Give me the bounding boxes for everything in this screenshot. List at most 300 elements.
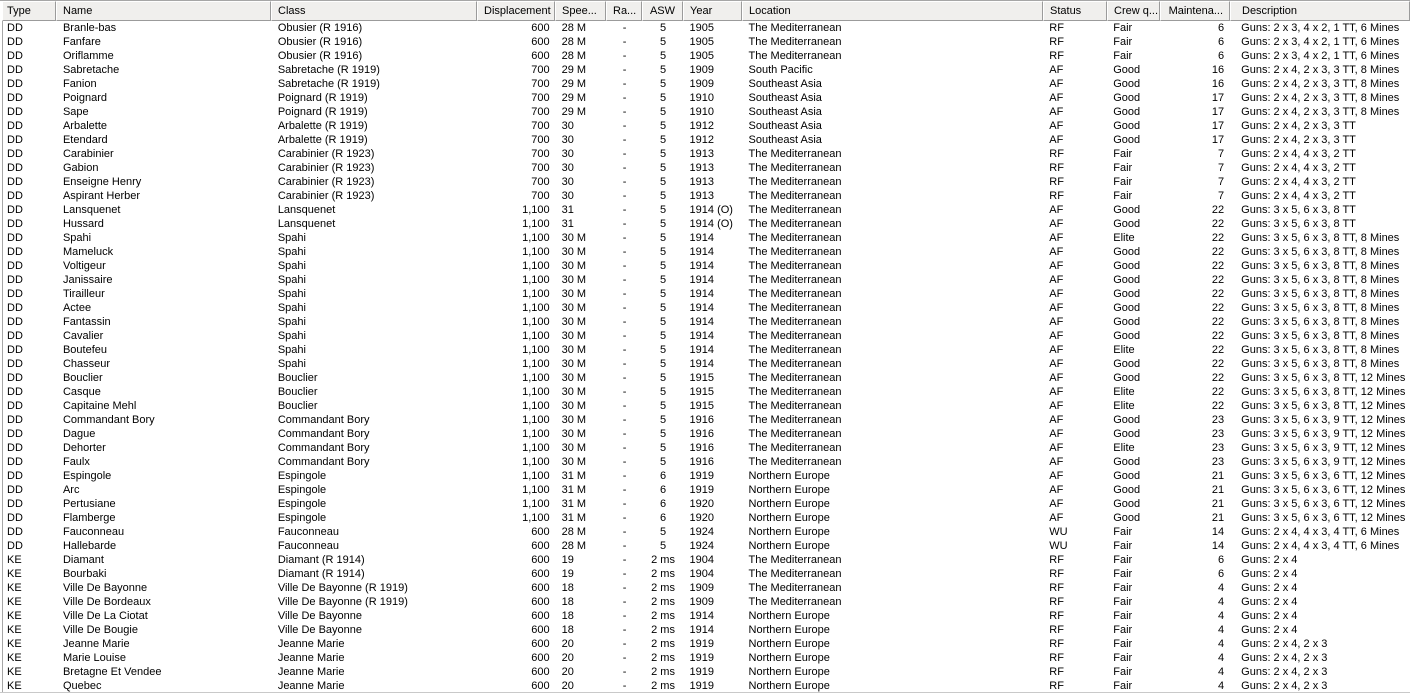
cell-location: The Mediterranean xyxy=(748,190,842,202)
cell-name: Carabinier xyxy=(62,148,114,160)
cell-class: Spahi xyxy=(277,302,306,314)
cell-crew: Good xyxy=(1113,330,1141,342)
cell-name: Gabion xyxy=(62,162,99,174)
cell-speed: 29 M xyxy=(561,64,587,76)
table-row[interactable] xyxy=(3,147,1410,161)
cell-location: Northern Europe xyxy=(748,526,830,538)
cell-description: Guns: 2 x 4, 2 x 3, 3 TT, 8 Mines xyxy=(1241,78,1400,90)
cell-status: AF xyxy=(1049,372,1064,384)
cell-maintenance: 17 xyxy=(1211,92,1225,104)
table-row[interactable] xyxy=(3,637,1410,651)
table-row[interactable] xyxy=(3,651,1410,665)
table-row[interactable] xyxy=(3,483,1410,497)
cell-status: AF xyxy=(1049,134,1064,146)
cell-speed: 18 xyxy=(561,610,574,622)
table-row[interactable] xyxy=(3,21,1410,35)
table-row[interactable] xyxy=(3,217,1410,231)
cell-type: DD xyxy=(7,274,23,286)
cell-crew: Fair xyxy=(1113,666,1133,678)
cell-displacement: 600 xyxy=(531,596,550,608)
cell-type: DD xyxy=(7,218,23,230)
cell-speed: 20 xyxy=(561,638,574,650)
cell-name: Hussard xyxy=(62,218,104,230)
cell-class: Espingole xyxy=(277,470,327,482)
cell-displacement: 1,100 xyxy=(522,302,550,314)
cell-crew: Fair xyxy=(1113,582,1133,594)
cell-displacement: 1,100 xyxy=(522,498,550,510)
cell-type: DD xyxy=(7,330,23,342)
cell-range: - xyxy=(622,36,627,48)
cell-speed: 30 M xyxy=(561,358,587,370)
table-row[interactable] xyxy=(3,231,1410,245)
cell-year: 1904 xyxy=(689,554,715,566)
cell-type: DD xyxy=(7,428,23,440)
cell-name: Fauconneau xyxy=(62,526,125,538)
cell-asw: 2 ms xyxy=(651,638,675,650)
cell-displacement: 1,100 xyxy=(522,470,550,482)
table-row[interactable] xyxy=(3,413,1410,427)
cell-name: Actee xyxy=(62,302,92,314)
table-row[interactable] xyxy=(3,343,1410,357)
cell-description: Guns: 2 x 4 xyxy=(1241,596,1298,608)
table-row[interactable] xyxy=(3,679,1410,693)
cell-maintenance: 6 xyxy=(1218,568,1225,580)
cell-location: The Mediterranean xyxy=(748,358,842,370)
table-row[interactable] xyxy=(3,455,1410,469)
column-header-name[interactable]: Name xyxy=(56,1,271,21)
cell-maintenance: 22 xyxy=(1211,218,1225,230)
cell-range: - xyxy=(622,246,627,258)
table-row[interactable] xyxy=(3,189,1410,203)
table-row[interactable] xyxy=(3,105,1410,119)
table-row[interactable] xyxy=(3,329,1410,343)
cell-year: 1909 xyxy=(689,64,715,76)
cell-crew: Elite xyxy=(1113,442,1135,454)
cell-asw: 5 xyxy=(659,526,667,538)
cell-class: Bouclier xyxy=(277,400,318,412)
table-row[interactable] xyxy=(3,203,1410,217)
column-header-crew[interactable]: Crew q... xyxy=(1107,1,1160,21)
cell-status: AF xyxy=(1049,274,1064,286)
cell-location: The Mediterranean xyxy=(748,400,842,412)
table-row[interactable] xyxy=(3,427,1410,441)
cell-asw: 5 xyxy=(659,176,667,188)
cell-class: Espingole xyxy=(277,498,327,510)
cell-speed: 30 xyxy=(561,190,574,202)
cell-speed: 30 M xyxy=(561,414,587,426)
cell-class: Commandant Bory xyxy=(277,456,370,468)
cell-range: - xyxy=(622,498,627,510)
cell-displacement: 600 xyxy=(531,554,550,566)
cell-class: Commandant Bory xyxy=(277,428,370,440)
cell-displacement: 700 xyxy=(531,120,550,132)
cell-year: 1915 xyxy=(689,400,715,412)
cell-range: - xyxy=(622,302,627,314)
table-row[interactable] xyxy=(3,567,1410,581)
table-row[interactable] xyxy=(3,161,1410,175)
table-row[interactable] xyxy=(3,35,1410,49)
cell-year: 1919 xyxy=(689,484,715,496)
cell-class: Spahi xyxy=(277,358,306,370)
cell-class: Jeanne Marie xyxy=(277,638,345,650)
cell-location: The Mediterranean xyxy=(748,274,842,286)
cell-class: Obusier (R 1916) xyxy=(277,36,363,48)
cell-asw: 5 xyxy=(659,414,667,426)
cell-crew: Fair xyxy=(1113,596,1133,608)
cell-asw: 5 xyxy=(659,148,667,160)
cell-displacement: 600 xyxy=(531,568,550,580)
table-row[interactable] xyxy=(3,91,1410,105)
cell-year: 1919 xyxy=(689,680,715,692)
cell-maintenance: 4 xyxy=(1218,624,1225,636)
cell-displacement: 1,100 xyxy=(522,372,550,384)
cell-location: The Mediterranean xyxy=(748,442,842,454)
cell-year: 1915 xyxy=(689,386,715,398)
cell-crew: Good xyxy=(1113,260,1141,272)
column-header-class[interactable]: Class xyxy=(271,1,477,21)
cell-description: Guns: 2 x 4, 4 x 3, 2 TT xyxy=(1241,190,1356,202)
cell-name: Quebec xyxy=(62,680,102,692)
cell-crew: Good xyxy=(1113,92,1141,104)
cell-status: WU xyxy=(1049,540,1068,552)
cell-speed: 30 M xyxy=(561,372,587,384)
cell-status: AF xyxy=(1049,414,1064,426)
cell-maintenance: 21 xyxy=(1211,470,1225,482)
cell-maintenance: 23 xyxy=(1211,442,1225,454)
cell-maintenance: 22 xyxy=(1211,386,1225,398)
table-row[interactable] xyxy=(3,133,1410,147)
cell-asw: 6 xyxy=(659,470,667,482)
cell-name: Chasseur xyxy=(62,358,111,370)
cell-displacement: 1,100 xyxy=(522,204,550,216)
cell-range: - xyxy=(622,680,627,692)
table-row[interactable] xyxy=(3,273,1410,287)
cell-location: The Mediterranean xyxy=(748,246,842,258)
cell-description: Guns: 2 x 4, 2 x 3, 3 TT xyxy=(1241,120,1356,132)
cell-range: - xyxy=(622,134,627,146)
cell-class: Jeanne Marie xyxy=(277,680,345,692)
cell-description: Guns: 3 x 5, 6 x 3, 8 TT xyxy=(1241,218,1356,230)
column-header-speed[interactable]: Spee... xyxy=(555,1,606,21)
cell-crew: Fair xyxy=(1113,568,1133,580)
table-row[interactable] xyxy=(3,553,1410,567)
cell-displacement: 700 xyxy=(531,134,550,146)
cell-type: DD xyxy=(7,232,23,244)
table-row[interactable] xyxy=(3,497,1410,511)
cell-type: DD xyxy=(7,148,23,160)
cell-status: AF xyxy=(1049,512,1064,524)
cell-crew: Fair xyxy=(1113,526,1133,538)
table-row[interactable] xyxy=(3,357,1410,371)
table-row[interactable] xyxy=(3,315,1410,329)
cell-range: - xyxy=(622,428,627,440)
cell-crew: Fair xyxy=(1113,22,1133,34)
cell-year: 1920 xyxy=(689,498,715,510)
cell-crew: Elite xyxy=(1113,400,1135,412)
cell-asw: 5 xyxy=(659,358,667,370)
cell-asw: 2 ms xyxy=(651,666,675,678)
cell-crew: Good xyxy=(1113,470,1141,482)
cell-name: Boutefeu xyxy=(62,344,108,356)
cell-status: AF xyxy=(1049,204,1064,216)
table-row[interactable] xyxy=(3,119,1410,133)
cell-class: Espingole xyxy=(277,484,327,496)
cell-asw: 2 ms xyxy=(651,610,675,622)
cell-class: Obusier (R 1916) xyxy=(277,50,363,62)
cell-class: Sabretache (R 1919) xyxy=(277,78,380,90)
cell-asw: 5 xyxy=(659,456,667,468)
cell-class: Carabinier (R 1923) xyxy=(277,148,375,160)
cell-crew: Good xyxy=(1113,106,1141,118)
cell-asw: 5 xyxy=(659,120,667,132)
cell-status: AF xyxy=(1049,302,1064,314)
cell-crew: Fair xyxy=(1113,624,1133,636)
table-row[interactable] xyxy=(3,441,1410,455)
cell-range: - xyxy=(622,204,627,216)
cell-maintenance: 4 xyxy=(1218,610,1225,622)
cell-asw: 5 xyxy=(659,106,667,118)
cell-maintenance: 23 xyxy=(1211,428,1225,440)
cell-crew: Good xyxy=(1113,64,1141,76)
cell-crew: Good xyxy=(1113,358,1141,370)
cell-name: Mameluck xyxy=(62,246,114,258)
cell-crew: Good xyxy=(1113,414,1141,426)
cell-description: Guns: 3 x 5, 6 x 3, 6 TT, 12 Mines xyxy=(1241,498,1406,510)
cell-speed: 18 xyxy=(561,624,574,636)
cell-class: Sabretache (R 1919) xyxy=(277,64,380,76)
cell-name: Pertusiane xyxy=(62,498,116,510)
column-header-maintenance[interactable]: Maintena... xyxy=(1160,1,1230,21)
cell-range: - xyxy=(622,638,627,650)
cell-speed: 30 M xyxy=(561,316,587,328)
cell-range: - xyxy=(622,288,627,300)
cell-status: AF xyxy=(1049,358,1064,370)
cell-type: DD xyxy=(7,106,23,118)
list-bottom-border xyxy=(0,692,1410,693)
cell-crew: Good xyxy=(1113,274,1141,286)
cell-location: Northern Europe xyxy=(748,498,830,510)
cell-location: The Mediterranean xyxy=(748,582,842,594)
cell-year: 1914 xyxy=(689,302,715,314)
cell-description: Guns: 2 x 4, 4 x 3, 2 TT xyxy=(1241,176,1356,188)
cell-name: Commandant Bory xyxy=(62,414,155,426)
cell-class: Ville De Bayonne xyxy=(277,624,362,636)
cell-year: 1905 xyxy=(689,36,715,48)
cell-status: RF xyxy=(1049,610,1064,622)
table-row[interactable] xyxy=(3,581,1410,595)
table-row[interactable] xyxy=(3,175,1410,189)
cell-class: Ville De Bayonne (R 1919) xyxy=(277,582,408,594)
cell-displacement: 1,100 xyxy=(522,288,550,300)
cell-range: - xyxy=(622,120,627,132)
cell-name: Enseigne Henry xyxy=(62,176,142,188)
cell-asw: 5 xyxy=(659,50,667,62)
cell-maintenance: 22 xyxy=(1211,316,1225,328)
table-row[interactable] xyxy=(3,399,1410,413)
cell-displacement: 700 xyxy=(531,92,550,104)
cell-location: Northern Europe xyxy=(748,610,830,622)
cell-status: AF xyxy=(1049,288,1064,300)
table-row[interactable] xyxy=(3,63,1410,77)
cell-maintenance: 22 xyxy=(1211,330,1225,342)
table-row[interactable] xyxy=(3,623,1410,637)
table-row[interactable] xyxy=(3,385,1410,399)
cell-crew: Fair xyxy=(1113,50,1133,62)
cell-description: Guns: 3 x 5, 6 x 3, 8 TT, 12 Mines xyxy=(1241,386,1406,398)
cell-displacement: 1,100 xyxy=(522,260,550,272)
table-row[interactable] xyxy=(3,259,1410,273)
cell-range: - xyxy=(622,582,627,594)
cell-description: Guns: 2 x 4, 2 x 3 xyxy=(1241,680,1328,692)
cell-speed: 31 M xyxy=(561,512,587,524)
cell-name: Janissaire xyxy=(62,274,113,286)
table-row[interactable] xyxy=(3,595,1410,609)
cell-range: - xyxy=(622,652,627,664)
cell-range: - xyxy=(622,162,627,174)
table-row[interactable] xyxy=(3,301,1410,315)
table-header xyxy=(2,1,1410,21)
column-header-location[interactable]: Location xyxy=(742,1,1043,21)
cell-maintenance: 4 xyxy=(1218,652,1225,664)
cell-crew: Good xyxy=(1113,456,1141,468)
cell-location: The Mediterranean xyxy=(748,330,842,342)
cell-range: - xyxy=(622,512,627,524)
table-row[interactable] xyxy=(3,49,1410,63)
cell-range: - xyxy=(622,176,627,188)
cell-status: AF xyxy=(1049,470,1064,482)
cell-speed: 30 xyxy=(561,148,574,160)
cell-name: Lansquenet xyxy=(62,204,121,216)
table-row[interactable] xyxy=(3,287,1410,301)
cell-range: - xyxy=(622,372,627,384)
table-row[interactable] xyxy=(3,469,1410,483)
cell-displacement: 700 xyxy=(531,64,550,76)
cell-name: Spahi xyxy=(62,232,92,244)
cell-location: Southeast Asia xyxy=(748,120,822,132)
cell-name: Flamberge xyxy=(62,512,116,524)
column-header-type[interactable]: Type xyxy=(2,1,56,21)
cell-displacement: 700 xyxy=(531,78,550,90)
cell-class: Obusier (R 1916) xyxy=(277,22,363,34)
cell-type: DD xyxy=(7,204,23,216)
table-row[interactable] xyxy=(3,371,1410,385)
cell-year: 1919 xyxy=(689,638,715,650)
cell-displacement: 1,100 xyxy=(522,246,550,258)
cell-crew: Good xyxy=(1113,512,1141,524)
cell-class: Spahi xyxy=(277,232,306,244)
cell-displacement: 1,100 xyxy=(522,512,550,524)
cell-location: The Mediterranean xyxy=(748,218,842,230)
cell-crew: Elite xyxy=(1113,386,1135,398)
cell-location: Northern Europe xyxy=(748,638,830,650)
column-header-range[interactable]: Ra... xyxy=(606,1,642,21)
table-row[interactable] xyxy=(3,511,1410,525)
cell-asw: 5 xyxy=(659,428,667,440)
cell-description: Guns: 2 x 4, 2 x 3, 3 TT, 8 Mines xyxy=(1241,106,1400,118)
cell-name: Voltigeur xyxy=(62,260,106,272)
cell-description: Guns: 2 x 4, 2 x 3 xyxy=(1241,666,1328,678)
cell-speed: 30 M xyxy=(561,302,587,314)
column-header-status[interactable]: Status xyxy=(1043,1,1107,21)
cell-type: KE xyxy=(7,554,22,566)
cell-status: RF xyxy=(1049,582,1064,594)
cell-range: - xyxy=(622,414,627,426)
column-header-asw[interactable]: ASW xyxy=(642,1,683,21)
cell-class: Arbalette (R 1919) xyxy=(277,134,368,146)
cell-asw: 5 xyxy=(659,386,667,398)
cell-displacement: 1,100 xyxy=(522,428,550,440)
cell-maintenance: 4 xyxy=(1218,596,1225,608)
cell-type: DD xyxy=(7,260,23,272)
cell-maintenance: 7 xyxy=(1218,176,1225,188)
cell-class: Jeanne Marie xyxy=(277,666,345,678)
cell-displacement: 600 xyxy=(531,610,550,622)
cell-class: Poignard (R 1919) xyxy=(277,106,368,118)
cell-location: Southeast Asia xyxy=(748,106,822,118)
cell-name: Dehorter xyxy=(62,442,106,454)
cell-maintenance: 22 xyxy=(1211,302,1225,314)
cell-class: Spahi xyxy=(277,288,306,300)
cell-speed: 18 xyxy=(561,596,574,608)
cell-maintenance: 21 xyxy=(1211,512,1225,524)
cell-year: 1914 xyxy=(689,274,715,286)
cell-description: Guns: 3 x 5, 6 x 3, 6 TT, 12 Mines xyxy=(1241,484,1406,496)
cell-year: 1912 xyxy=(689,120,715,132)
table-row[interactable] xyxy=(3,539,1410,553)
table-row[interactable] xyxy=(3,525,1410,539)
cell-name: Faulx xyxy=(62,456,90,468)
column-header-description[interactable]: Description xyxy=(1230,1,1410,21)
cell-displacement: 1,100 xyxy=(522,344,550,356)
cell-type: KE xyxy=(7,624,22,636)
cell-year: 1913 xyxy=(689,176,715,188)
cell-year: 1905 xyxy=(689,50,715,62)
cell-year: 1904 xyxy=(689,568,715,580)
cell-range: - xyxy=(622,92,627,104)
column-header-year[interactable]: Year xyxy=(683,1,742,21)
table-row[interactable] xyxy=(3,609,1410,623)
cell-speed: 19 xyxy=(561,554,574,566)
cell-maintenance: 22 xyxy=(1211,274,1225,286)
cell-maintenance: 7 xyxy=(1218,148,1225,160)
cell-status: AF xyxy=(1049,260,1064,272)
cell-status: RF xyxy=(1049,652,1064,664)
cell-maintenance: 6 xyxy=(1218,36,1225,48)
cell-displacement: 1,100 xyxy=(522,414,550,426)
cell-type: DD xyxy=(7,442,23,454)
cell-type: DD xyxy=(7,400,23,412)
cell-speed: 30 xyxy=(561,162,574,174)
table-row[interactable] xyxy=(3,245,1410,259)
cell-description: Guns: 2 x 4, 2 x 3 xyxy=(1241,638,1328,650)
cell-location: The Mediterranean xyxy=(748,554,842,566)
cell-name: Arbalette xyxy=(62,120,107,132)
cell-status: AF xyxy=(1049,400,1064,412)
cell-status: RF xyxy=(1049,680,1064,692)
cell-class: Spahi xyxy=(277,344,306,356)
table-row[interactable] xyxy=(3,77,1410,91)
cell-location: The Mediterranean xyxy=(748,596,842,608)
cell-name: Tirailleur xyxy=(62,288,105,300)
cell-maintenance: 6 xyxy=(1218,50,1225,62)
column-header-displacement[interactable]: Displacement xyxy=(477,1,555,21)
cell-asw: 5 xyxy=(659,232,667,244)
cell-displacement: 600 xyxy=(531,36,550,48)
cell-range: - xyxy=(622,106,627,118)
cell-maintenance: 4 xyxy=(1218,638,1225,650)
cell-type: DD xyxy=(7,414,23,426)
table-row[interactable] xyxy=(3,665,1410,679)
